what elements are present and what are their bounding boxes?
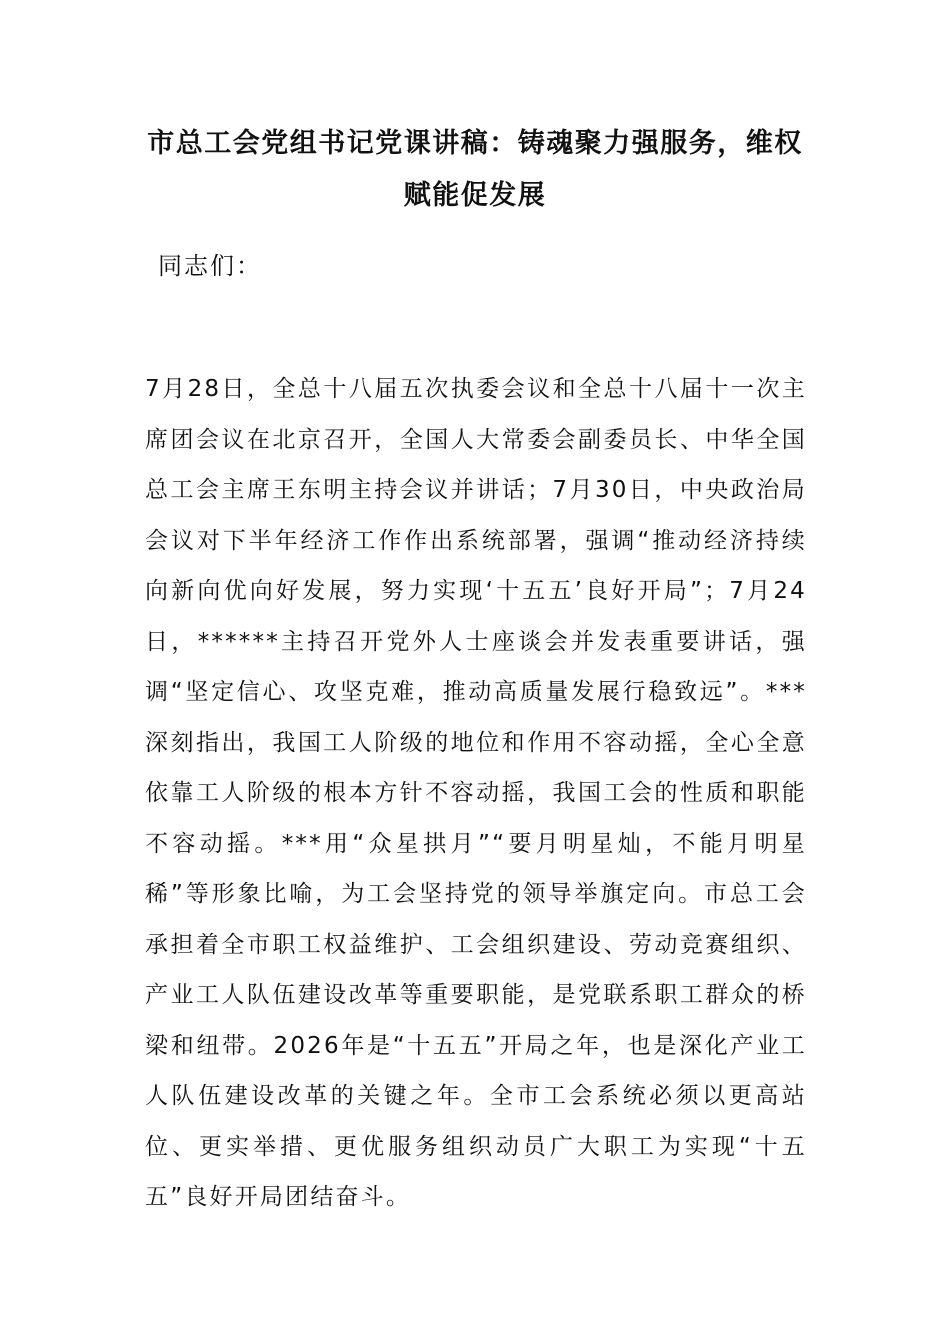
body-paragraph: 7月28日，全总十八届五次执委会议和全总十八届十一次主席团会议在北京召开，全国人大常委会副委员长、中华全国总工会主席王东明主持会议并讲话；7月30日，中央政治局会议对下半年经济工作作出系统部署，强调“推动经济持续向新向优向好发展，努力实现‘十五五’良好开局”；7月24日，******主持召开党外人士座谈会并发表重要讲话，强调“坚定信心、攻坚克难，推动高质量发展行稳致远”。***深刻指出，我国工人阶级的地位和作用不容动摇，全心全意依靠工人阶级的根本方针不容动摇，我国工会的性质和职能不容动摇。***用“众星拱月”“要月明星灿，不能月明星稀”等形象比喻，为工会坚持党的领导举旗定向。市总工会承担着全市职工权益维护、工会组织建设、劳动竞赛组织、产业工人队伍建设改革等重要职能，是党联系职工群众的桥梁和纽带。2026年是“十五五”开局之年，也是深化产业工人队伍建设改革的关键之年。全市工会系统必须以更高站位、更实举措、更优服务组织动员广大职工为实现“十五五”良好开局团结奋斗。 bbox=[145, 376, 807, 1210]
document-title: 市总工会党组书记党课讲稿：铸魂聚力强服务，维权赋能促发展 bbox=[147, 128, 803, 211]
salutation: 同志们： bbox=[158, 252, 262, 280]
